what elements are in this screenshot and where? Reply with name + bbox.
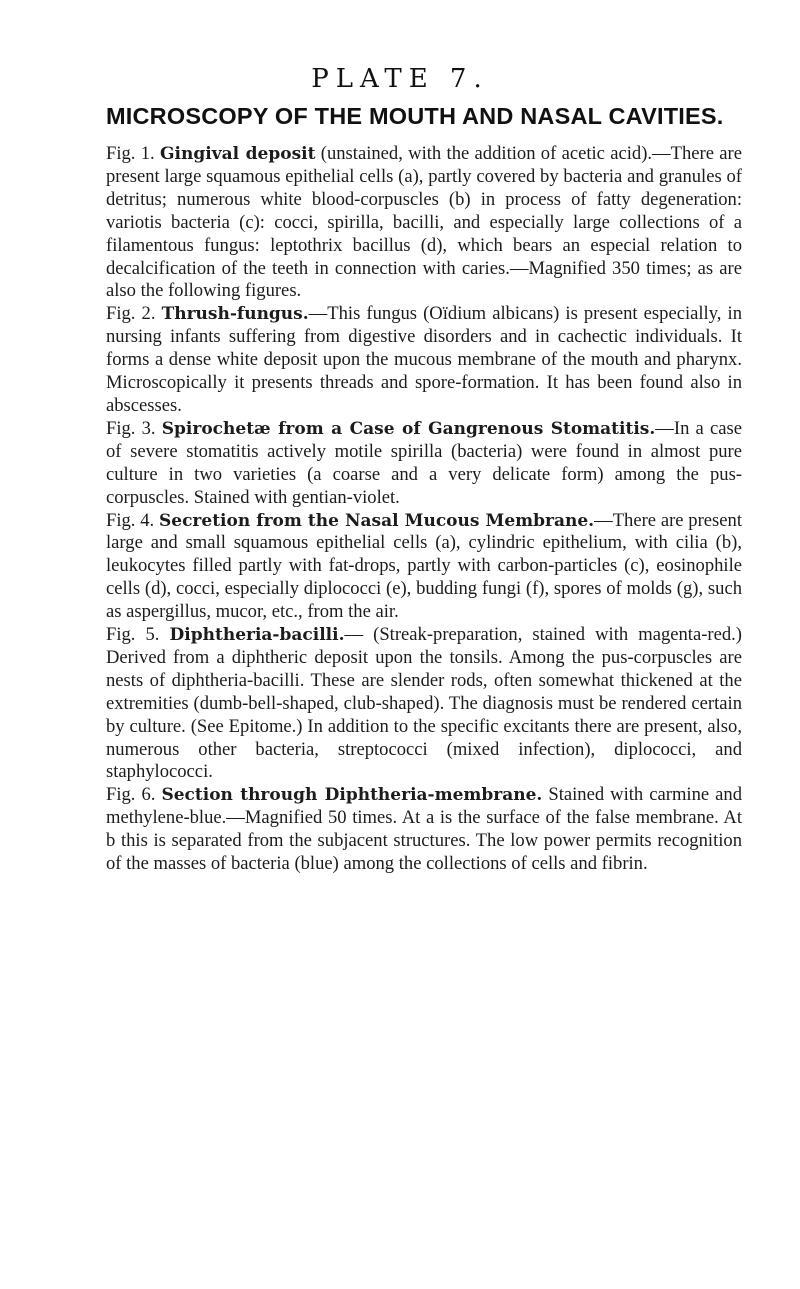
figure-2-description	[106, 303, 742, 418]
figure-1-text: (unstained, with the addition of acetic acid).—There are present large squamous epithelial cells (a), partly covered by bacteria and granules of detritus; numerous white blood-corpuscles (b) in process of fatty degeneration: variotis bacteria (c): cocci, spirilla, bacilli, and especially large collections of a filamentous fungus: leptothrix bacillus (d), which bears an especial relation to decalcification of the teeth in connection with caries.—Magnified 350 times; as are also the following figures.	[106, 143, 743, 302]
figure-5-description	[106, 624, 742, 784]
figure-5-title: Diphtheria-bacilli.	[169, 625, 345, 646]
figure-2-text: —This fungus (Oïdium albicans) is present especially, in nursing infants suffering from digestive disorders and in cachectic individuals. It forms a dense white deposit upon the mucous membrane of the mouth and pharynx. Microscopically it presents threads and spore-formation. It has been found also in abscesses.	[106, 303, 742, 416]
figure-1-number: Fig. 1.	[106, 143, 155, 164]
figure-4-title: Secretion from the Nasal Mucous Membrane.	[158, 510, 595, 531]
figure-4-text: —There are present large and small squamous epithelial cells (a), cylindric epithelium, with cilia (b), leukocytes filled partly with fat-drops, partly with carbon-particles (c), eosinophile cells (d), cocci, especially diplococci (e), budding fungi (f), spores of molds (g), such as aspergillus, mucor, etc., from the air.	[106, 509, 743, 623]
figure-5-number: Fig. 5.	[106, 624, 160, 646]
figure-3-number: Fig. 3.	[106, 417, 156, 439]
figure-5-text: — (Streak-preparation, stained with magenta-red.) Derived from a diphtheric deposit upon the tonsils. Among the pus-corpuscles are nests of diphtheria-bacilli. These are slender rods, often somewhat thickened at the extremities (dumb-bell-shaped, club-shaped). The diagnosis must be rendered certain by culture. (See Epitome.) In addition to the specific excitants there are present, also, numerous other bacteria, streptococci (mixed infection), diplococci, and staphylococci.	[106, 624, 742, 783]
figure-4-description	[106, 510, 742, 625]
main-title: MICROSCOPY OF THE MOUTH AND NASAL CAVITIES.	[106, 103, 724, 129]
figure-6-text: Stained with carmine and methylene-blue.—Magnified 50 times. At a is the surface of the false membrane. At b this is separated from the subjacent structures. The low power permits recognition of the masses of bacteria (blue) among the collections of cells and fibrin.	[106, 784, 743, 875]
figure-4-number: Fig. 4.	[106, 509, 155, 531]
figure-descriptions	[106, 143, 742, 876]
figure-6-title: Section through Diphtheria-membrane.	[161, 785, 543, 806]
figure-1-title: Gingival deposit	[160, 144, 316, 164]
figure-2-title: Thrush-fungus.	[161, 304, 309, 325]
plate-title: PLATE 7.	[311, 64, 489, 94]
figure-3-title: Spirochetæ from a Case of Gangrenous Stomatitis.	[161, 418, 656, 439]
figure-3-text: —In a case of severe stomatitis actively motile spirilla (bacteria) were found in almost pure culture in two varieties (a coarse and a very delicate form) among the pus-corpuscles. Stained with gentian-violet.	[106, 417, 742, 508]
figure-6-number: Fig. 6.	[106, 784, 156, 806]
figure-2-number: Fig. 2.	[106, 303, 156, 325]
figure-1-description	[106, 143, 742, 303]
figure-3-description	[106, 418, 742, 510]
figure-6-description	[106, 784, 742, 876]
